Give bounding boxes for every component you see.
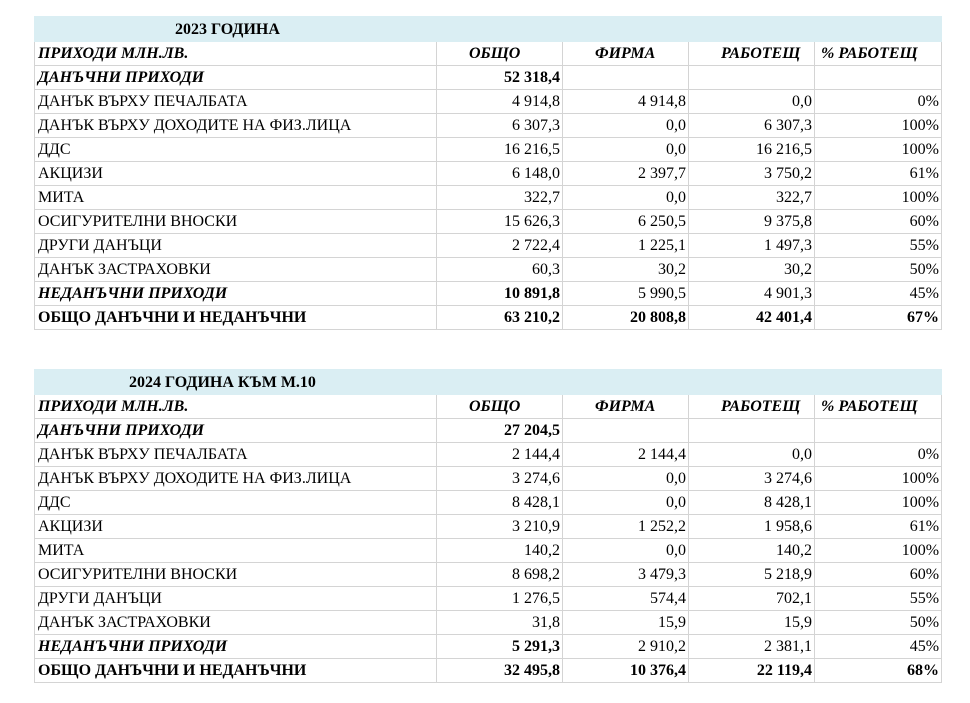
- row-label: ДДС: [35, 491, 437, 515]
- cell-total: 27 204,5: [437, 419, 563, 443]
- cell-firm: 10 376,4: [563, 659, 689, 683]
- table-row: [35, 539, 942, 563]
- cell-total: 2 722,4: [437, 234, 563, 258]
- row-label: ОСИГУРИТЕЛНИ ВНОСКИ: [35, 563, 437, 587]
- cell-worker-pct: 100%: [815, 138, 942, 162]
- table-row: [35, 90, 942, 114]
- table-row: [35, 443, 942, 467]
- cell-firm: 20 808,8: [563, 306, 689, 330]
- cell-firm: 2 397,7: [563, 162, 689, 186]
- cell-worker-pct: 55%: [815, 234, 942, 258]
- cell-worker-pct: 60%: [815, 563, 942, 587]
- cell-total: 31,8: [437, 611, 563, 635]
- cell-worker: 140,2: [689, 539, 815, 563]
- cell-worker-pct: 55%: [815, 587, 942, 611]
- row-label: ДАНЪК ЗАСТРАХОВКИ: [35, 258, 437, 282]
- header-firm: ФИРМА: [563, 42, 689, 66]
- cell-empty: [815, 419, 942, 443]
- cell-total: 5 291,3: [437, 635, 563, 659]
- cell-total: 4 914,8: [437, 90, 563, 114]
- cell-worker: 8 428,1: [689, 491, 815, 515]
- row-label: ДДС: [35, 138, 437, 162]
- cell-worker: 4 901,3: [689, 282, 815, 306]
- cell-worker-pct: 45%: [815, 635, 942, 659]
- cell-worker-pct: 100%: [815, 114, 942, 138]
- table-row: [35, 162, 942, 186]
- cell-worker: 9 375,8: [689, 210, 815, 234]
- header-worker: РАБОТЕЩ: [689, 395, 815, 419]
- cell-worker: 15,9: [689, 611, 815, 635]
- table-row: [35, 467, 942, 491]
- table-row: [35, 611, 942, 635]
- row-label: ДАНЪК ВЪРХУ ДОХОДИТЕ НА ФИЗ.ЛИЦА: [35, 114, 437, 138]
- cell-total: 32 495,8: [437, 659, 563, 683]
- table-row: [35, 587, 942, 611]
- cell-worker-pct: 0%: [815, 443, 942, 467]
- cell-worker-pct: 67%: [815, 306, 942, 330]
- row-label: ДАНЪЧНИ ПРИХОДИ: [35, 66, 437, 90]
- cell-total: 6 307,3: [437, 114, 563, 138]
- row-label: ОБЩО ДАНЪЧНИ И НЕДАНЪЧНИ: [35, 306, 437, 330]
- cell-worker-pct: 100%: [815, 491, 942, 515]
- cell-worker: 30,2: [689, 258, 815, 282]
- table-title: 2023 ГОДИНА: [35, 17, 942, 42]
- cell-total: 6 148,0: [437, 162, 563, 186]
- row-label: ДАНЪЧНИ ПРИХОДИ: [35, 419, 437, 443]
- cell-firm: 4 914,8: [563, 90, 689, 114]
- cell-worker-pct: 45%: [815, 282, 942, 306]
- cell-firm: 0,0: [563, 114, 689, 138]
- header-total: ОБЩО: [437, 42, 563, 66]
- non-tax-revenue-row: [35, 635, 942, 659]
- cell-firm: 0,0: [563, 467, 689, 491]
- header-row: [35, 42, 942, 66]
- cell-firm: 0,0: [563, 491, 689, 515]
- cell-total: 3 274,6: [437, 467, 563, 491]
- cell-total: 140,2: [437, 539, 563, 563]
- cell-worker: 3 274,6: [689, 467, 815, 491]
- cell-worker: 2 381,1: [689, 635, 815, 659]
- row-label: ОБЩО ДАНЪЧНИ И НЕДАНЪЧНИ: [35, 659, 437, 683]
- cell-total: 16 216,5: [437, 138, 563, 162]
- cell-worker: 42 401,4: [689, 306, 815, 330]
- cell-firm: 1 252,2: [563, 515, 689, 539]
- cell-firm: 30,2: [563, 258, 689, 282]
- row-label: ДАНЪК ЗАСТРАХОВКИ: [35, 611, 437, 635]
- cell-worker: 1 497,3: [689, 234, 815, 258]
- cell-total: 60,3: [437, 258, 563, 282]
- cell-worker-pct: 61%: [815, 162, 942, 186]
- cell-worker-pct: 100%: [815, 467, 942, 491]
- grand-total-row: [35, 659, 942, 683]
- header-label: ПРИХОДИ МЛН.ЛВ.: [35, 42, 437, 66]
- row-label: ДАНЪК ВЪРХУ ПЕЧАЛБАТА: [35, 443, 437, 467]
- cell-worker-pct: 60%: [815, 210, 942, 234]
- cell-total: 63 210,2: [437, 306, 563, 330]
- table-row: [35, 210, 942, 234]
- tax-revenue-row: [35, 66, 942, 90]
- cell-worker: 5 218,9: [689, 563, 815, 587]
- cell-firm: 15,9: [563, 611, 689, 635]
- row-label: МИТА: [35, 539, 437, 563]
- tax-revenue-row: [35, 419, 942, 443]
- cell-worker-pct: 100%: [815, 539, 942, 563]
- header-label: ПРИХОДИ МЛН.ЛВ.: [35, 395, 437, 419]
- header-firm: ФИРМА: [563, 395, 689, 419]
- table-row: [35, 491, 942, 515]
- header-row: [35, 395, 942, 419]
- cell-firm: 6 250,5: [563, 210, 689, 234]
- cell-worker: 3 750,2: [689, 162, 815, 186]
- table-row: [35, 234, 942, 258]
- cell-total: 2 144,4: [437, 443, 563, 467]
- cell-worker-pct: 50%: [815, 258, 942, 282]
- header-worker-pct: % РАБОТЕЩ: [815, 395, 942, 419]
- row-label: ДРУГИ ДАНЪЦИ: [35, 234, 437, 258]
- cell-total: 10 891,8: [437, 282, 563, 306]
- cell-firm: 0,0: [563, 539, 689, 563]
- row-label: ДАНЪК ВЪРХУ ДОХОДИТЕ НА ФИЗ.ЛИЦА: [35, 467, 437, 491]
- table-row: [35, 114, 942, 138]
- revenue-table-2023: [34, 16, 942, 330]
- cell-total: 3 210,9: [437, 515, 563, 539]
- revenue-table-2024: [34, 369, 942, 683]
- cell-total: 8 698,2: [437, 563, 563, 587]
- row-label: НЕДАНЪЧНИ ПРИХОДИ: [35, 282, 437, 306]
- non-tax-revenue-row: [35, 282, 942, 306]
- cell-worker: 22 119,4: [689, 659, 815, 683]
- cell-firm: 5 990,5: [563, 282, 689, 306]
- grand-total-row: [35, 306, 942, 330]
- table-row: [35, 563, 942, 587]
- cell-empty: [689, 419, 815, 443]
- cell-empty: [689, 66, 815, 90]
- cell-worker: 6 307,3: [689, 114, 815, 138]
- table-row: [35, 258, 942, 282]
- row-label: ДРУГИ ДАНЪЦИ: [35, 587, 437, 611]
- cell-worker-pct: 0%: [815, 90, 942, 114]
- cell-worker: 322,7: [689, 186, 815, 210]
- cell-empty: [815, 66, 942, 90]
- header-total: ОБЩО: [437, 395, 563, 419]
- cell-empty: [563, 66, 689, 90]
- header-worker-pct: % РАБОТЕЩ: [815, 42, 942, 66]
- cell-worker: 0,0: [689, 443, 815, 467]
- cell-worker-pct: 50%: [815, 611, 942, 635]
- cell-worker-pct: 61%: [815, 515, 942, 539]
- cell-worker: 1 958,6: [689, 515, 815, 539]
- cell-firm: 2 144,4: [563, 443, 689, 467]
- cell-worker: 16 216,5: [689, 138, 815, 162]
- cell-total: 8 428,1: [437, 491, 563, 515]
- row-label: МИТА: [35, 186, 437, 210]
- cell-total: 52 318,4: [437, 66, 563, 90]
- table-row: [35, 186, 942, 210]
- cell-worker-pct: 68%: [815, 659, 942, 683]
- cell-firm: 574,4: [563, 587, 689, 611]
- row-label: АКЦИЗИ: [35, 162, 437, 186]
- row-label: ДАНЪК ВЪРХУ ПЕЧАЛБАТА: [35, 90, 437, 114]
- cell-firm: 3 479,3: [563, 563, 689, 587]
- cell-empty: [563, 419, 689, 443]
- table-row: [35, 138, 942, 162]
- cell-total: 1 276,5: [437, 587, 563, 611]
- table-title: 2024 ГОДИНА КЪМ М.10: [35, 370, 942, 395]
- cell-worker-pct: 100%: [815, 186, 942, 210]
- cell-worker: 702,1: [689, 587, 815, 611]
- table-title-row: [35, 370, 942, 395]
- cell-total: 15 626,3: [437, 210, 563, 234]
- header-worker: РАБОТЕЩ: [689, 42, 815, 66]
- cell-total: 322,7: [437, 186, 563, 210]
- row-label: НЕДАНЪЧНИ ПРИХОДИ: [35, 635, 437, 659]
- row-label: ОСИГУРИТЕЛНИ ВНОСКИ: [35, 210, 437, 234]
- row-label: АКЦИЗИ: [35, 515, 437, 539]
- cell-firm: 0,0: [563, 186, 689, 210]
- table-title-row: [35, 17, 942, 42]
- cell-firm: 0,0: [563, 138, 689, 162]
- cell-firm: 1 225,1: [563, 234, 689, 258]
- cell-worker: 0,0: [689, 90, 815, 114]
- cell-firm: 2 910,2: [563, 635, 689, 659]
- table-row: [35, 515, 942, 539]
